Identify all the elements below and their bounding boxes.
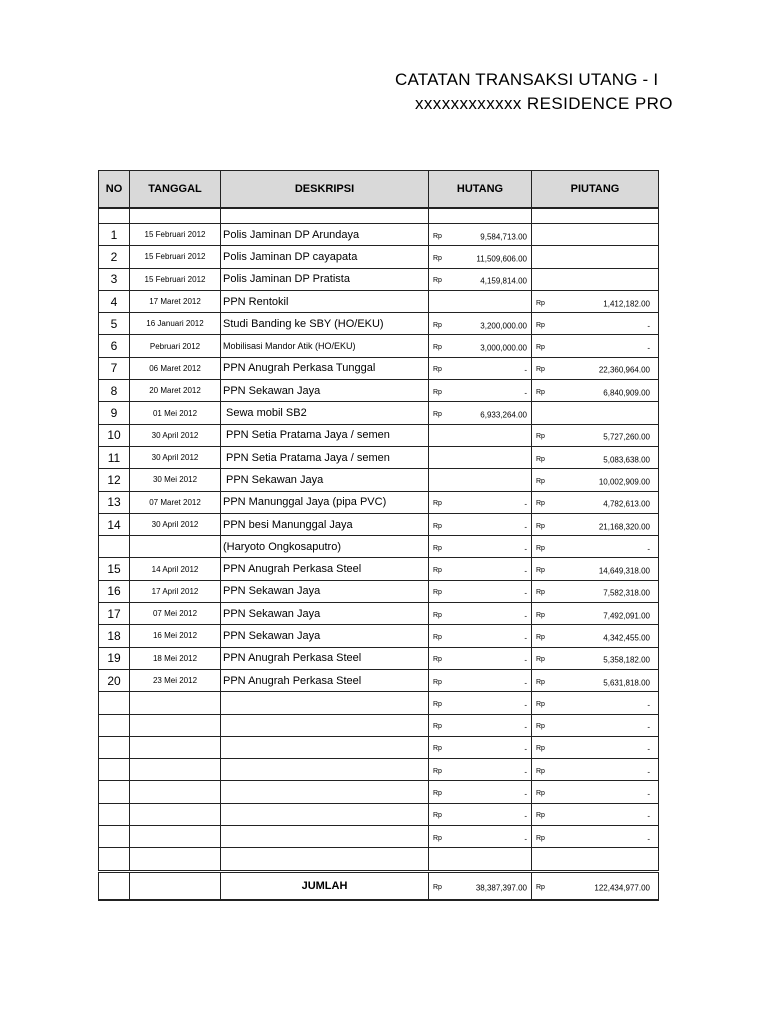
currency-label: Rp [433,277,442,285]
currency-label: Rp [536,566,545,574]
cell-hutang [429,335,532,357]
cell-hutang [429,246,532,268]
cell-no [99,759,130,781]
currency-label: Rp [433,656,442,664]
cell-no: 1 [99,224,130,246]
cell-tanggal: 30 April 2012 [130,424,221,446]
header-piutang: PIUTANG [532,171,659,209]
currency-label: Rp [536,433,545,441]
cell-tanggal: 01 Mei 2012 [130,402,221,424]
cell-no [99,736,130,758]
total-cell-tanggal [130,871,221,900]
cell-no: 4 [99,290,130,312]
currency-label: Rp [536,544,545,552]
cell-tanggal: 15 Februari 2012 [130,268,221,290]
cell-deskripsi: PPN Anugrah Perkasa Steel [221,669,429,691]
cell-hutang [429,380,532,402]
transaction-table-container [98,170,650,901]
table-row [99,380,659,402]
currency-label: Rp [536,656,545,664]
cell-hutang [429,580,532,602]
cell-deskripsi: PPN Anugrah Perkasa Steel [221,647,429,669]
cell-piutang [532,759,659,781]
currency-label: Rp [536,789,545,797]
currency-label: Rp [536,883,545,891]
currency-label: Rp [536,633,545,641]
cell-tanggal: 14 April 2012 [130,558,221,580]
table-row [99,246,659,268]
currency-label: Rp [433,883,442,891]
amount-value: - [524,610,527,620]
cell-piutang [532,603,659,625]
currency-label: Rp [433,812,442,820]
cell-tanggal [130,826,221,848]
total-cell-no [99,871,130,900]
cell-piutang [532,625,659,647]
cell-deskripsi: PPN Sekawan Jaya [221,625,429,647]
amount-value: 9,584,713.00 [480,231,527,241]
table-row [99,268,659,290]
cell-piutang [532,268,659,290]
table-row [99,491,659,513]
cell-hutang [429,803,532,825]
cell-hutang [429,558,532,580]
cell-piutang [532,692,659,714]
table-row [99,781,659,803]
cell-tanggal: 06 Maret 2012 [130,357,221,379]
cell-tanggal [130,848,221,871]
cell-piutang [532,469,659,491]
cell-deskripsi: Studi Banding ke SBY (HO/EKU) [221,313,429,335]
amount-value: - [524,365,527,375]
amount-value: - [524,655,527,665]
currency-label: Rp [536,500,545,508]
cell-hutang [429,290,532,312]
cell-deskripsi: PPN Rentokil [221,290,429,312]
cell-deskripsi: Mobilisasi Mandor Atik (HO/EKU) [221,335,429,357]
cell-tanggal [130,536,221,558]
cell-hutang [429,625,532,647]
amount-value: - [524,633,527,643]
cell-no [99,692,130,714]
currency-label: Rp [536,455,545,463]
cell-piutang [532,313,659,335]
amount-value: - [524,767,527,777]
currency-label: Rp [433,611,442,619]
cell-hutang [429,647,532,669]
amount-value: - [524,722,527,732]
cell-piutang [532,781,659,803]
amount-value: - [647,811,650,821]
cell-tanggal: 20 Maret 2012 [130,380,221,402]
cell-no: 6 [99,335,130,357]
cell-hutang [429,446,532,468]
cell-no: 5 [99,313,130,335]
amount-value: 6,840,909.00 [603,388,650,398]
cell-hutang [429,313,532,335]
cell-deskripsi [221,848,429,871]
amount-value: 21,168,320.00 [598,521,650,531]
cell-deskripsi: Polis Jaminan DP Arundaya [221,224,429,246]
table-row [99,714,659,736]
cell-deskripsi: PPN Anugrah Perkasa Tunggal [221,357,429,379]
cell-tanggal [130,803,221,825]
amount-value: - [524,811,527,821]
cell-piutang [532,380,659,402]
currency-label: Rp [536,611,545,619]
cell-no: 7 [99,357,130,379]
currency-label: Rp [536,767,545,775]
cell-tanggal: 15 Februari 2012 [130,224,221,246]
header-tanggal: TANGGAL [130,171,221,209]
total-label: JUMLAH [221,871,429,900]
table-row [99,647,659,669]
cell-piutang [532,848,659,871]
amount-value: - [647,700,650,710]
currency-label: Rp [433,366,442,374]
currency-label: Rp [433,544,442,552]
cell-tanggal: 15 Februari 2012 [130,246,221,268]
cell-no [99,536,130,558]
amount-value: - [524,588,527,598]
currency-label: Rp [433,700,442,708]
header-no: NO [99,171,130,209]
amount-value: 3,000,000.00 [480,343,527,353]
cell-hutang [429,759,532,781]
table-row [99,424,659,446]
cell-no: 17 [99,603,130,625]
cell-no: 2 [99,246,130,268]
header-hutang: HUTANG [429,171,532,209]
amount-value: 7,582,318.00 [603,588,650,598]
amount-value: - [647,833,650,843]
cell-tanggal: 23 Mei 2012 [130,669,221,691]
amount-value: 5,727,260.00 [603,432,650,442]
amount-value: 14,649,318.00 [598,566,650,576]
table-row [99,558,659,580]
table-row [99,580,659,602]
spacer-row [99,208,659,224]
cell-tanggal: Pebruari 2012 [130,335,221,357]
cell-deskripsi [221,759,429,781]
cell-deskripsi: (Haryoto Ongkosaputro) [221,536,429,558]
cell-hutang [429,357,532,379]
currency-label: Rp [536,321,545,329]
table-row [99,335,659,357]
cell-piutang [532,402,659,424]
cell-deskripsi: PPN Sekawan Jaya [221,603,429,625]
amount-value: 5,083,638.00 [603,454,650,464]
cell-no [99,848,130,871]
cell-deskripsi: PPN besi Manunggal Jaya [221,513,429,535]
cell-piutang [532,224,659,246]
cell-tanggal: 30 April 2012 [130,513,221,535]
amount-value: - [647,767,650,777]
cell-hutang [429,692,532,714]
table-row [99,736,659,758]
amount-value: 4,782,613.00 [603,499,650,509]
currency-label: Rp [536,477,545,485]
cell-piutang [532,736,659,758]
table-row [99,357,659,379]
amount-value: 7,492,091.00 [603,610,650,620]
cell-deskripsi [221,714,429,736]
amount-value: - [524,499,527,509]
cell-piutang [532,803,659,825]
table-row [99,803,659,825]
currency-label: Rp [433,232,442,240]
total-piutang [532,871,659,900]
cell-no: 3 [99,268,130,290]
currency-label: Rp [536,700,545,708]
table-row [99,224,659,246]
table-row [99,848,659,871]
document-subtitle: xxxxxxxxxxxx RESIDENCE PRO [415,94,673,113]
total-row [99,871,659,900]
cell-hutang [429,848,532,871]
header-deskripsi: DESKRIPSI [221,171,429,209]
currency-label: Rp [433,500,442,508]
cell-tanggal: 17 Maret 2012 [130,290,221,312]
cell-piutang [532,826,659,848]
cell-piutang [532,558,659,580]
cell-deskripsi: PPN Anugrah Perkasa Steel [221,558,429,580]
cell-tanggal: 30 Mei 2012 [130,469,221,491]
cell-tanggal: 30 April 2012 [130,446,221,468]
cell-no [99,803,130,825]
cell-hutang [429,536,532,558]
cell-no [99,714,130,736]
cell-no: 20 [99,669,130,691]
amount-value: - [647,722,650,732]
currency-label: Rp [433,723,442,731]
cell-hutang [429,402,532,424]
cell-hutang [429,513,532,535]
cell-piutang [532,647,659,669]
amount-value: - [524,566,527,576]
currency-label: Rp [536,522,545,530]
cell-piutang [532,446,659,468]
table-row [99,669,659,691]
table-row [99,536,659,558]
currency-label: Rp [433,834,442,842]
cell-no: 15 [99,558,130,580]
cell-no: 8 [99,380,130,402]
amount-value: - [647,789,650,799]
currency-label: Rp [433,388,442,396]
cell-no: 12 [99,469,130,491]
currency-label: Rp [433,789,442,797]
cell-deskripsi: Polis Jaminan DP cayapata [221,246,429,268]
currency-label: Rp [433,566,442,574]
table-row [99,625,659,647]
cell-hutang [429,714,532,736]
currency-label: Rp [536,344,545,352]
cell-hutang [429,736,532,758]
amount-value: 4,159,814.00 [480,276,527,286]
cell-hutang [429,224,532,246]
cell-hutang [429,424,532,446]
currency-label: Rp [433,633,442,641]
amount-value: - [524,833,527,843]
cell-no: 13 [99,491,130,513]
table-row [99,313,659,335]
amount-value: 1,412,182.00 [603,298,650,308]
cell-deskripsi [221,781,429,803]
currency-label: Rp [536,366,545,374]
cell-deskripsi: PPN Sekawan Jaya [221,469,429,491]
cell-deskripsi [221,692,429,714]
cell-deskripsi [221,736,429,758]
currency-label: Rp [536,589,545,597]
currency-label: Rp [536,678,545,686]
table-row [99,290,659,312]
cell-piutang [532,424,659,446]
currency-label: Rp [536,812,545,820]
amount-value: 4,342,455.00 [603,633,650,643]
amount-value: - [524,744,527,754]
amount-value: 5,358,182.00 [603,655,650,665]
currency-label: Rp [536,834,545,842]
cell-hutang [429,268,532,290]
cell-no [99,826,130,848]
cell-hutang [429,469,532,491]
cell-piutang [532,335,659,357]
currency-label: Rp [433,678,442,686]
cell-tanggal [130,759,221,781]
cell-tanggal [130,781,221,803]
table-row [99,513,659,535]
cell-tanggal: 18 Mei 2012 [130,647,221,669]
cell-no: 19 [99,647,130,669]
currency-label: Rp [433,321,442,329]
cell-piutang [532,513,659,535]
cell-deskripsi [221,803,429,825]
amount-value: - [647,321,650,331]
amount-value: - [524,388,527,398]
amount-value: - [524,789,527,799]
cell-hutang [429,781,532,803]
amount-value: - [524,521,527,531]
cell-deskripsi: PPN Manunggal Jaya (pipa PVC) [221,491,429,513]
cell-tanggal: 07 Mei 2012 [130,603,221,625]
cell-tanggal: 17 April 2012 [130,580,221,602]
cell-hutang [429,826,532,848]
amount-value: 22,360,964.00 [598,365,650,375]
cell-no: 18 [99,625,130,647]
cell-piutang [532,290,659,312]
cell-tanggal: 07 Maret 2012 [130,491,221,513]
currency-label: Rp [536,299,545,307]
table-row [99,446,659,468]
amount-value: 38,387,397.00 [475,882,527,892]
cell-tanggal [130,714,221,736]
cell-no: 10 [99,424,130,446]
amount-value: - [524,700,527,710]
document-title: CATATAN TRANSAKSI UTANG - I [395,70,659,89]
cell-deskripsi: PPN Sekawan Jaya [221,580,429,602]
cell-piutang [532,669,659,691]
table-row [99,759,659,781]
cell-no [99,781,130,803]
currency-label: Rp [536,745,545,753]
currency-label: Rp [433,522,442,530]
amount-value: 5,631,818.00 [603,677,650,687]
cell-no: 9 [99,402,130,424]
table-row [99,469,659,491]
cell-tanggal [130,692,221,714]
cell-hutang [429,669,532,691]
table-row [99,826,659,848]
amount-value: - [647,744,650,754]
cell-no: 11 [99,446,130,468]
currency-label: Rp [433,254,442,262]
amount-value: - [524,677,527,687]
amount-value: - [647,544,650,554]
cell-piutang [532,536,659,558]
cell-piutang [532,246,659,268]
currency-label: Rp [433,410,442,418]
amount-value: 11,509,606.00 [476,254,527,264]
header-row [99,171,659,209]
cell-hutang [429,603,532,625]
amount-value: 6,933,264.00 [480,410,527,420]
cell-deskripsi: PPN Setia Pratama Jaya / semen [221,446,429,468]
transaction-table [98,170,659,901]
currency-label: Rp [536,723,545,731]
currency-label: Rp [433,589,442,597]
cell-no: 14 [99,513,130,535]
table-row [99,603,659,625]
currency-label: Rp [536,388,545,396]
cell-piutang [532,491,659,513]
table-row [99,692,659,714]
amount-value: 10,002,909.00 [598,477,650,487]
amount-value: 122,434,977.00 [594,882,650,892]
cell-deskripsi: Sewa mobil SB2 [221,402,429,424]
amount-value: 3,200,000.00 [480,321,527,331]
currency-label: Rp [433,767,442,775]
currency-label: Rp [433,344,442,352]
currency-label: Rp [433,745,442,753]
table-row [99,402,659,424]
cell-piutang [532,580,659,602]
amount-value: - [524,544,527,554]
cell-piutang [532,714,659,736]
cell-deskripsi: PPN Sekawan Jaya [221,380,429,402]
cell-piutang [532,357,659,379]
cell-no: 16 [99,580,130,602]
cell-deskripsi: PPN Setia Pratama Jaya / semen [221,424,429,446]
cell-tanggal: 16 Januari 2012 [130,313,221,335]
cell-deskripsi [221,826,429,848]
total-hutang [429,871,532,900]
cell-deskripsi: Polis Jaminan DP Pratista [221,268,429,290]
cell-tanggal [130,736,221,758]
cell-hutang [429,491,532,513]
amount-value: - [647,343,650,353]
cell-tanggal: 16 Mei 2012 [130,625,221,647]
